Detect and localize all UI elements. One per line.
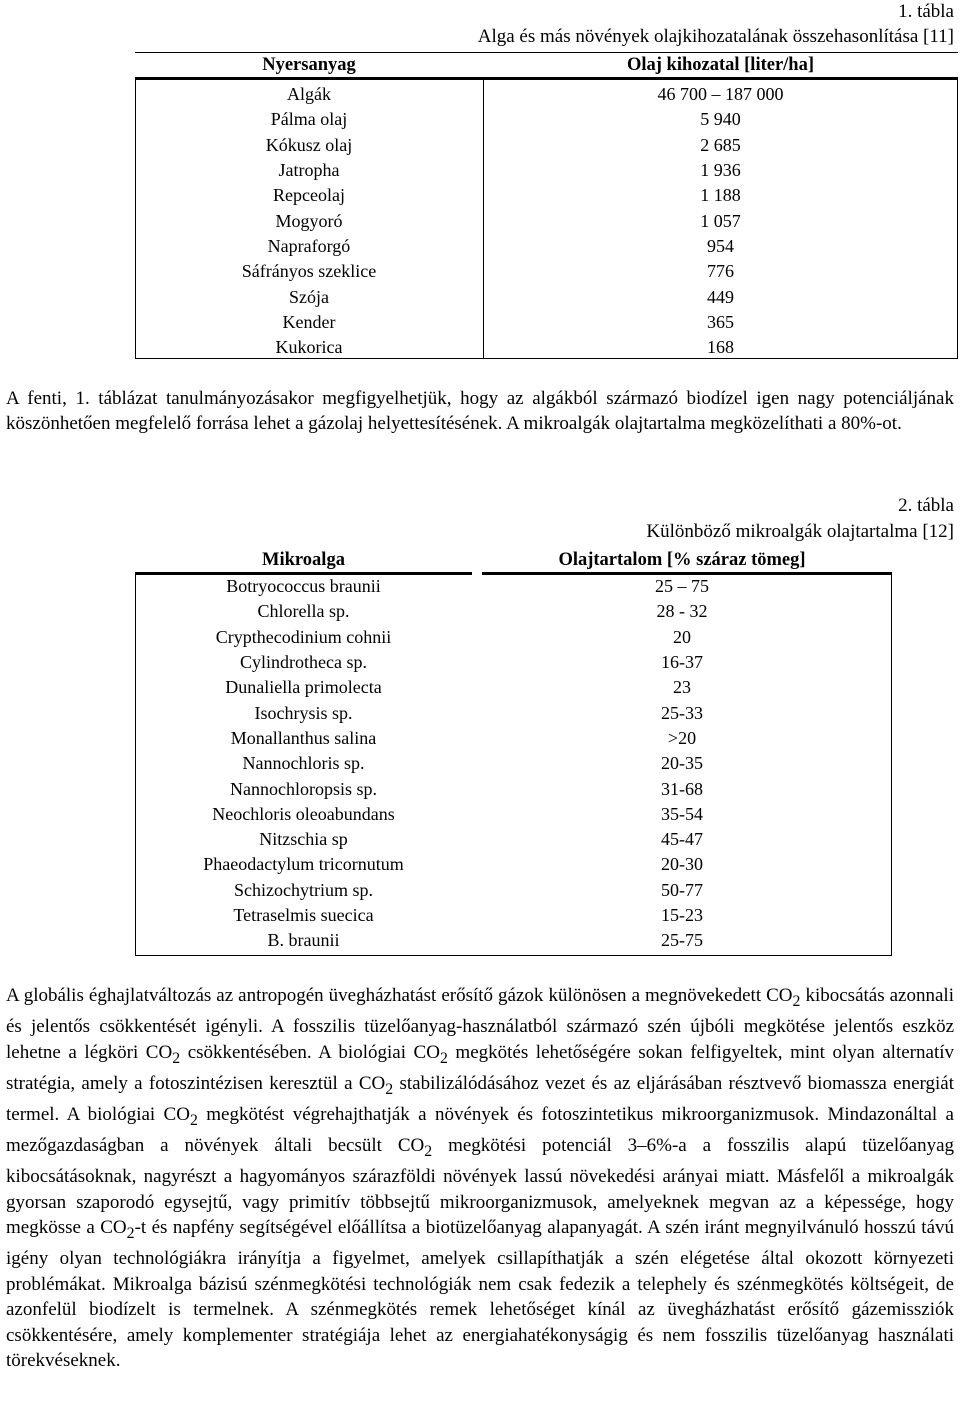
t2-value-cell: 28 - 32 (656, 601, 708, 622)
t1-name-cell: Szója (289, 286, 329, 307)
t1-value-cell: 1 936 (700, 160, 741, 181)
t2-row (135, 650, 892, 675)
t2-value-cell: 20 (673, 626, 691, 647)
t1-name-cell: Kukorica (275, 337, 343, 358)
t1-name-cell: Jatropha (278, 160, 340, 181)
t2-name-cell: B. braunii (267, 930, 340, 951)
t2-row (135, 700, 892, 725)
t2-name-cell: Tetraselmis suecica (233, 905, 374, 925)
t1-row (135, 310, 958, 335)
paragraph-co2-sequestration: A globális éghajlatváltozás az antropogén üvegházhatást erősítő gázok különösen a megnövekedett $CO_2$ kibocsátás azonnali és jelentős csökkentését igényli. A fosszilis tüzelőanyag-használatból származó szén újbóli megkötése jelentős eszköz lehetne a légköri $CO_2$ csökkentésében. A biológiai $CO_2$ megkötés lehetőségére sokan felfigyeltek, mint olyan alternatív stratégia, amely a fotoszintézisen keresztül a $CO_2$ stabilizálódásához vezet és az eljárásában résztvevő biomassza energiát termel. A biológiai $CO_2$ megkötést végrehajthatják a növények és fotoszintetikus mikroorganizmusok. Mindazonáltal a mezőgazdaságban a növények általi becsült $CO_2$ megkötési potenciál 3–6%-a a fosszilis alapú tüzelőanyag kibocsátásoknak, nagyrészt a hagyományos szárazföldi növények lassú növekedési arányai miatt. Másfelől a mikroalgák gyorsan szaporodó egysejtű, vagy primitív többsejtű mikroorganizmusok, amelyeknek megvan az a képessége, hogy megkösse a $CO_2-t$ és napfény segítségével előállítsa a biotüzelőanyag alapanyagát. A szén iránt megnyilvánuló hosszú távú igény olyan technológiákra irányítja a figyelmet, amelyek csillapíthatják a szén elégetése által okozott környezeti problémákat. Mikroalga bázisú szénmegkötési technológiák nem csak fedezik a telephely és szénmegkötés költségeit, de azonfelül biodízelt is termelnek. A szénmegkötés remek lehetőséget kínál az üvegházhatást erősítő gázemissziók csökkentésére, amely komplementer stratégiája lehet az energiahatékonyságig és nem fosszilis tüzelőanyag használati törekvéseknek. (6, 985, 955, 1372)
t1-value-cell: 2 685 (700, 134, 741, 155)
t2-value-cell: 16-37 (661, 652, 703, 673)
t1-row (135, 234, 958, 259)
t1-name-cell: Pálma olaj (270, 109, 348, 130)
t2-name-cell: Chlorella sp. (257, 601, 350, 622)
t2-name-cell: Nannochloropsis sp. (230, 778, 377, 799)
t1-value-cell: 776 (707, 261, 734, 282)
t1-row (135, 335, 958, 360)
table1-title: Alga és más növények olajkihozatalának összehasonlítása [11] (477, 26, 954, 47)
t1-name-cell: Algák (287, 84, 331, 105)
t2-value-cell: >20 (667, 727, 697, 748)
t2-name-cell: Dunaliella primolecta (225, 677, 382, 698)
table2 (135, 547, 892, 953)
t2-row (135, 903, 892, 928)
t1-name-cell: Kender (282, 311, 336, 332)
t1-row (135, 208, 958, 233)
t2-row (135, 599, 892, 624)
t1-value-cell: 1 057 (700, 210, 741, 231)
t2-name-cell: Monallanthus salina (230, 727, 377, 748)
table2-number: 2. tábla (898, 495, 954, 516)
table2-header-oil-content: Olajtartalom [% száraz tömeg] (558, 550, 806, 570)
t2-value-cell: 31-68 (661, 778, 703, 799)
t2-row (135, 878, 892, 903)
t1-value-cell: 46 700 – 187 000 (657, 84, 784, 105)
table1-header-yield: Olaj kihozatal [liter/ha] (483, 53, 958, 78)
t2-value-cell: 25 – 75 (655, 576, 709, 597)
t2-row (135, 625, 892, 650)
t1-row (135, 284, 958, 309)
table1-number: 1. tábla (898, 1, 954, 22)
t1-name-cell: Napraforgó (267, 235, 351, 256)
t2-name-cell: Cylindrotheca sp. (240, 652, 367, 673)
t1-value-cell: 1 188 (700, 185, 741, 206)
t2-name-cell: Crypthecodinium cohnii (215, 626, 392, 647)
t2-value-cell: 20-35 (661, 753, 703, 774)
t2-value-cell: 35-54 (661, 803, 703, 824)
t2-value-cell: 20-30 (661, 854, 703, 875)
t1-row (135, 107, 958, 132)
t2-name-cell: Nannochloris sp. (242, 753, 365, 774)
t1-value-cell: 365 (707, 311, 734, 332)
t2-row (135, 574, 892, 599)
t2-name-cell: Nitzschia sp (259, 829, 348, 850)
t1-row (135, 133, 958, 158)
t1-value-cell: 168 (707, 337, 734, 358)
t2-value-cell: 25-75 (661, 930, 703, 951)
t2-value-cell: 50-77 (661, 879, 703, 900)
t2-row (135, 726, 892, 751)
t1-row (135, 158, 958, 183)
t2-row (135, 751, 892, 776)
t2-name-cell: Phaeodactylum tricornutum (203, 854, 404, 875)
t1-value-cell: 954 (707, 235, 734, 256)
t2-row (135, 802, 892, 827)
t1-value-cell: 449 (707, 286, 734, 307)
t1-name-cell: Repceolaj (273, 185, 345, 206)
t2-name-cell: Isochrysis sp. (254, 702, 353, 723)
table1-header-material: Nyersanyag (135, 53, 483, 78)
t1-row (135, 259, 958, 284)
table2-header-microalga: Mikroalga (262, 550, 345, 570)
t2-value-cell: 15-23 (661, 905, 703, 925)
t2-row (135, 852, 892, 877)
t1-name-cell: Kókusz olaj (265, 134, 353, 155)
t2-name-cell: Neochloris oleoabundans (212, 803, 395, 824)
t2-row (135, 928, 892, 953)
t2-value-cell: 45-47 (661, 829, 703, 850)
t2-name-cell: Schizochytrium sp. (234, 879, 373, 900)
t1-name-cell: Mogyoró (275, 210, 343, 231)
t1-row (135, 78, 958, 107)
t2-row (135, 675, 892, 700)
t1-row (135, 183, 958, 208)
t1-name-cell: Sáfrányos szeklice (241, 261, 377, 282)
t2-row (135, 827, 892, 852)
t2-value-cell: 23 (673, 677, 691, 698)
t2-row (135, 776, 892, 801)
table1 (135, 53, 958, 360)
t2-value-cell: 25-33 (661, 702, 703, 723)
t2-name-cell: Botryococcus braunii (226, 576, 381, 597)
table2-title: Különböző mikroalgák olajtartalma [12] (646, 521, 954, 542)
t1-value-cell: 5 940 (700, 109, 741, 130)
paragraph-table1-summary: A fenti, 1. táblázat tanulmányozásakor megfigyelhetjük, hogy az algákból származó biodízel igen nagy potenciáljának köszönhetően megfelelő forrása lehet a gázolaj helyettesítésének. A mikroalgák olajtartalma megközelíthati a 80%-ot. (6, 388, 954, 435)
